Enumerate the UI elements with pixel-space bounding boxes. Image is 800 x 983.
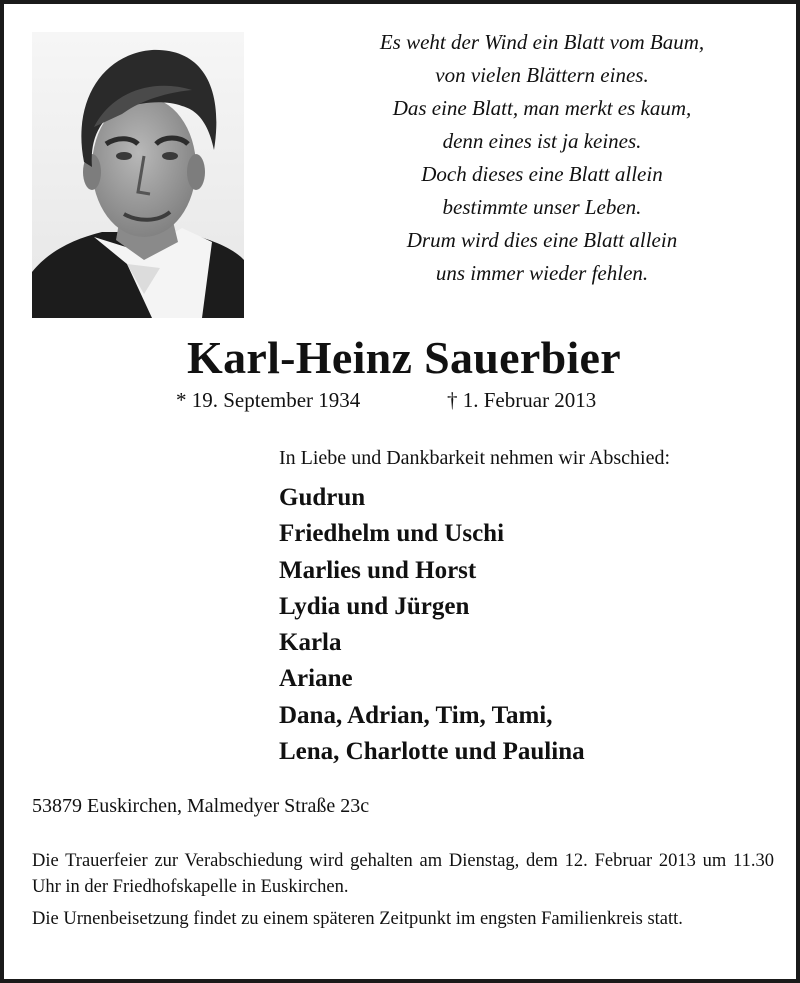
portrait-photo	[32, 32, 244, 318]
funeral-service-info: Die Trauerfeier zur Verabschiedung wird gehalten am Dienstag, dem 12. Februar 2013 um 11.30 Uhr in der Friedhofskapelle in Euskirchen.	[32, 851, 774, 897]
mourners-list	[279, 480, 585, 770]
mourner-entry: Lena, Charlotte und Paulina	[279, 738, 585, 766]
mourner-entry: Lydia und Jürgen	[279, 592, 470, 620]
memorial-poem	[282, 26, 800, 290]
poem-line: denn eines ist ja keines.	[442, 129, 642, 153]
mourner-entry: Marlies und Horst	[279, 556, 477, 584]
death-date	[447, 386, 596, 414]
mourner-entry: Ariane	[279, 665, 353, 693]
mourner-entry: Friedhelm und Uschi	[279, 520, 505, 548]
mourner-entry: Gudrun	[279, 484, 366, 511]
poem-line: Es weht der Wind ein Blatt vom Baum,	[379, 30, 705, 54]
poem-line: Doch dieses eine Blatt allein	[421, 162, 663, 186]
poem-line: uns immer wieder fehlen.	[435, 261, 649, 285]
birth-date-text: * 19. September 1934	[176, 388, 361, 412]
birth-date	[176, 386, 360, 414]
mourner-entry: Dana, Adrian, Tim, Tami,	[279, 701, 553, 729]
poem-line: bestimmte unser Leben.	[442, 195, 642, 219]
mourner-entry: Karla	[279, 629, 342, 657]
death-date-text: † 1. Februar 2013	[447, 388, 597, 412]
farewell-intro: In Liebe und Dankbarkeit nehmen wir Abschied:	[279, 447, 670, 469]
poem-line: von vielen Blättern eines.	[435, 63, 649, 87]
deceased-name: Karl-Heinz Sauerbier	[187, 332, 621, 383]
family-address: 53879 Euskirchen, Malmedyer Straße 23c	[32, 795, 370, 817]
urn-burial-info: Die Urnenbeisetzung findet zu einem späteren Zeitpunkt im engsten Familienkreis statt.	[32, 909, 683, 929]
poem-line: Drum wird dies eine Blatt allein	[406, 228, 678, 252]
poem-line: Das eine Blatt, man merkt es kaum,	[392, 96, 692, 120]
